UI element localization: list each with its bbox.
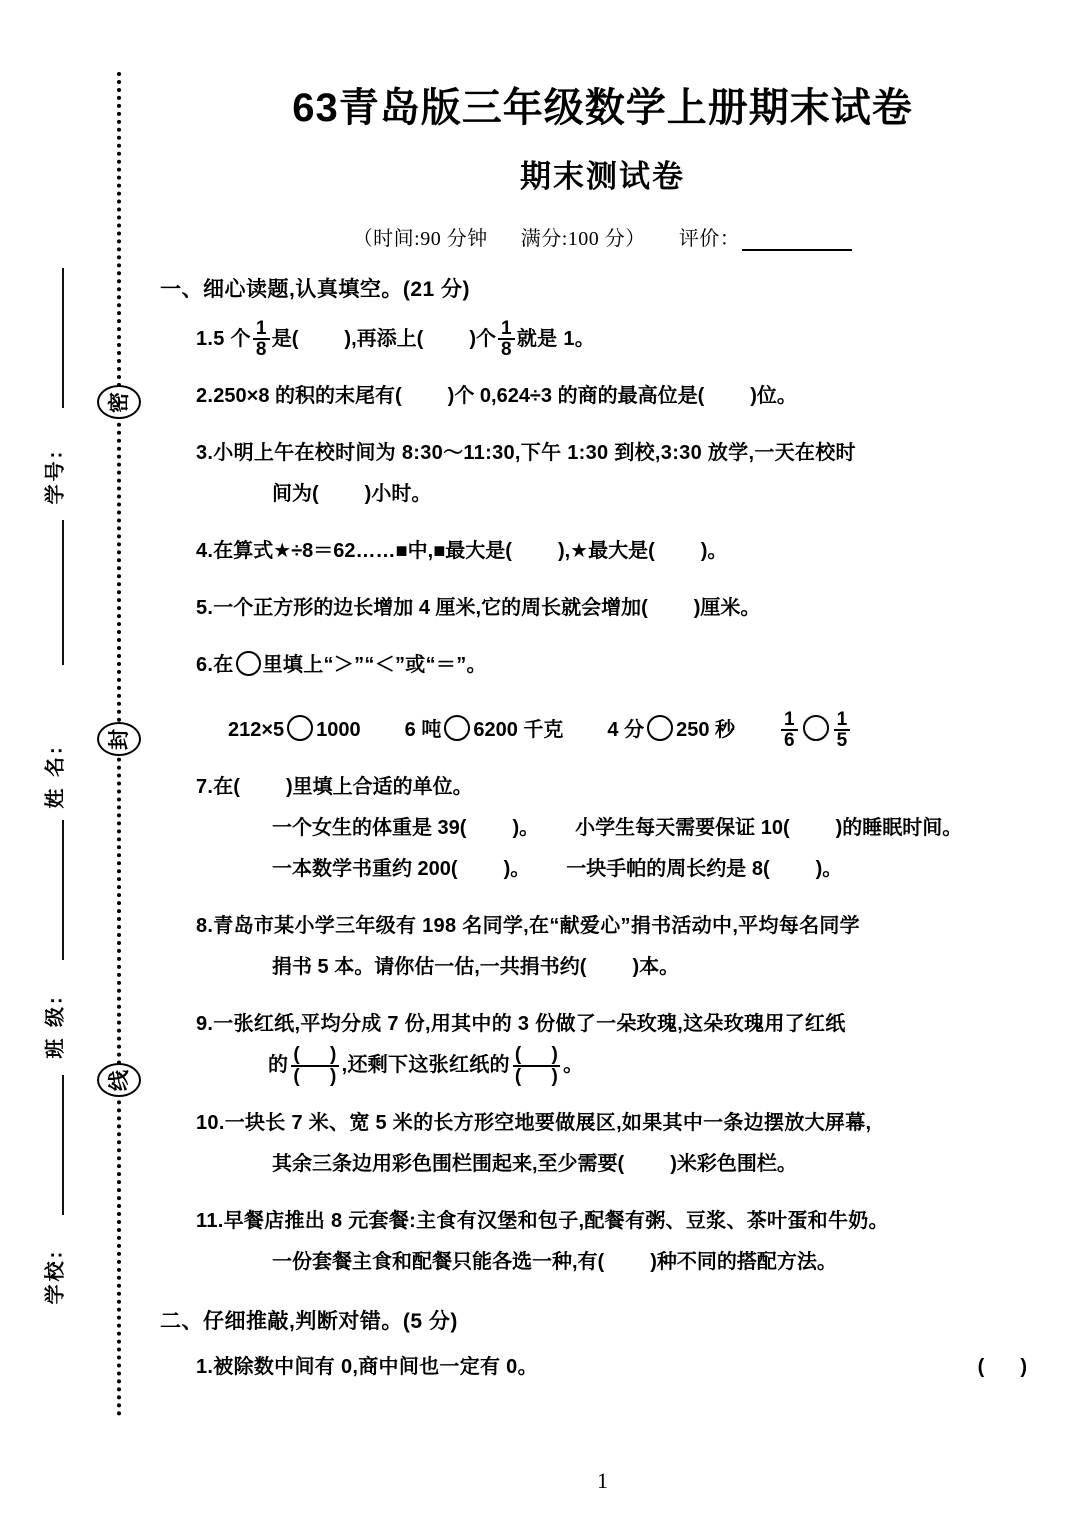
blank-fraction-1: $\frac{( )}{( )}$ [293, 1044, 337, 1088]
question-1-8 [196, 906, 1055, 988]
true-false-answer-blank[interactable]: ( ) [977, 1356, 1027, 1379]
exam-eval-label: 评价： [678, 228, 741, 250]
exam-score-label: 满分:100 分） [520, 228, 646, 250]
question-1-3 [196, 433, 1055, 515]
question-number: 5. [196, 597, 214, 619]
question-number: 6. [196, 654, 214, 676]
question-1-4 [196, 531, 1055, 572]
question-text: 小明上午在校时间为 8:30～11:30,下午 1:30 到校,3:30 放学,一天在校时 [213, 442, 856, 464]
question-1-7 [196, 767, 1055, 890]
question-text: 被除数中间有 0,商中间也一定有 0。 [213, 1356, 538, 1379]
unit-fill-row-2: 一本数学书重约 200( )。 一块手帕的周长约是 8( )。 [272, 857, 843, 880]
question-1-11 [196, 1201, 1055, 1283]
blank-fraction-2: $\frac{( )}{( )}$ [514, 1044, 559, 1088]
question-number: 11. [196, 1210, 224, 1233]
margin-divider-line [62, 1075, 64, 1215]
question-text-cont: 捐书 5 本。请你估一估,一共捐书约( )本。 [272, 955, 680, 978]
question-text: 一个正方形的边长增加 4 厘米,它的周长就会增加( )厘米。 [213, 597, 761, 619]
circle-blank-icon[interactable] [647, 715, 673, 741]
question-1-6 [196, 645, 1055, 686]
fraction-one-fifth: $\frac{1}{5}$ [834, 710, 851, 751]
question-text-cont: 间为( )小时。 [272, 483, 432, 505]
seal-stamp-label: 封 [107, 728, 131, 750]
question-number: 1. [196, 1356, 214, 1379]
exam-info-line [150, 222, 1055, 251]
unit-fill-row-1: 一个女生的体重是 39( )。 小学生每天需要保证 10( )的睡眠时间。 [272, 816, 963, 839]
eval-blank-field[interactable] [742, 232, 852, 251]
question-text: 青岛市某小学三年级有 198 名同学,在“献爱心”捐书活动中,平均每名同学 [213, 914, 860, 937]
question-text: 在( )里填上合适的单位。 [213, 775, 473, 798]
circle-blank-icon[interactable] [444, 715, 470, 741]
fraction-one-sixth: $\frac{1}{6}$ [781, 710, 798, 751]
comparison-row [228, 710, 1055, 751]
seal-stamp-xian [97, 1063, 141, 1097]
question-number: 10. [196, 1112, 225, 1135]
question-text-cont: 其余三条边用彩色围栏围起来,至少需要( )米彩色围栏。 [272, 1153, 797, 1176]
field-label-name: 姓 名: [44, 744, 67, 809]
comparison-item-3: 4 分 250 秒 [607, 713, 735, 742]
seal-margin [0, 0, 150, 1527]
question-text: 在 [213, 654, 234, 676]
question-number: 1. [196, 328, 214, 350]
question-text: 就是 1。 [516, 328, 596, 350]
comparison-item-4 [779, 710, 852, 751]
question-number: 9. [196, 1012, 214, 1035]
exam-sheet [150, 0, 1055, 1527]
page-number: 1 [597, 1468, 608, 1493]
question-1-5 [196, 588, 1055, 629]
question-text: 在算式★÷8＝62……■中,■最大是( ),★最大是( )。 [213, 540, 728, 562]
question-1-10 [196, 1103, 1055, 1185]
question-number: 3. [196, 442, 214, 464]
question-1-9 [196, 1004, 1055, 1087]
question-text: 一张红纸,平均分成 7 份,用其中的 3 份做了一朵玫瑰,这朵玫瑰用了红纸 [213, 1012, 846, 1035]
question-2-1 [196, 1347, 1055, 1388]
question-text-cont: 的 $\frac{( )}{( )}$ ,还剩下这张红纸的 $\frac{( )}{( )}$ 。 [268, 1044, 584, 1088]
question-text-cont: 一份套餐主食和配餐只能各选一种,有( )种不同的搭配方法。 [272, 1251, 837, 1274]
margin-divider-line [62, 820, 64, 960]
question-number: 8. [196, 914, 214, 937]
circle-blank-icon[interactable] [287, 715, 313, 741]
page-title: 63青岛版三年级数学上册期末试卷 [292, 86, 913, 130]
fraction-one-eighth: $\frac{1}{8}$ [498, 319, 515, 360]
comparison-item-1: 212×5 1000 [228, 715, 361, 742]
question-text: 一块长 7 米、宽 5 米的长方形空地要做展区,如果其中一条边摆放大屏幕, [224, 1112, 872, 1135]
section-heading-1: 一、细心读题,认真填空。(21 分) [160, 278, 471, 301]
question-text: 早餐店推出 8 元套餐:主食有汉堡和包子,配餐有粥、豆浆、茶叶蛋和牛奶。 [223, 1210, 889, 1233]
question-text: 是( ),再添上( )个 [271, 328, 496, 350]
question-1-1 [196, 319, 1055, 360]
seal-stamp-label: 密 [107, 391, 131, 413]
question-text: 5 个 [213, 328, 251, 350]
field-label-school: 学校: [44, 1248, 67, 1305]
seal-stamp-label: 线 [107, 1069, 131, 1091]
question-text: 里填上“＞”“＜”或“＝”。 [262, 654, 487, 676]
field-label-class: 班 级: [44, 994, 67, 1059]
question-1-2 [196, 376, 1055, 417]
comparison-item-2: 6 吨 6200 千克 [405, 713, 564, 742]
question-number: 7. [196, 775, 214, 798]
seal-stamp-feng [97, 722, 141, 756]
question-number: 2. [196, 385, 214, 407]
fraction-one-eighth: $\frac{1}{8}$ [253, 319, 270, 360]
margin-divider-line [62, 268, 64, 408]
margin-divider-line [62, 520, 64, 665]
circle-blank-icon[interactable] [236, 651, 261, 676]
section-heading-2: 二、仔细推敲,判断对错。(5 分) [160, 1310, 458, 1334]
field-label-student-id: 学号: [44, 448, 67, 505]
exam-time-label: （时间:90 分钟 [352, 228, 488, 250]
seal-stamp-mi [97, 385, 141, 419]
page-subtitle: 期末测试卷 [520, 159, 685, 194]
circle-blank-icon[interactable] [803, 715, 829, 741]
question-text: 250×8 的积的末尾有( )个 0,624÷3 的商的最高位是( )位。 [213, 385, 797, 407]
question-number: 4. [196, 540, 214, 562]
